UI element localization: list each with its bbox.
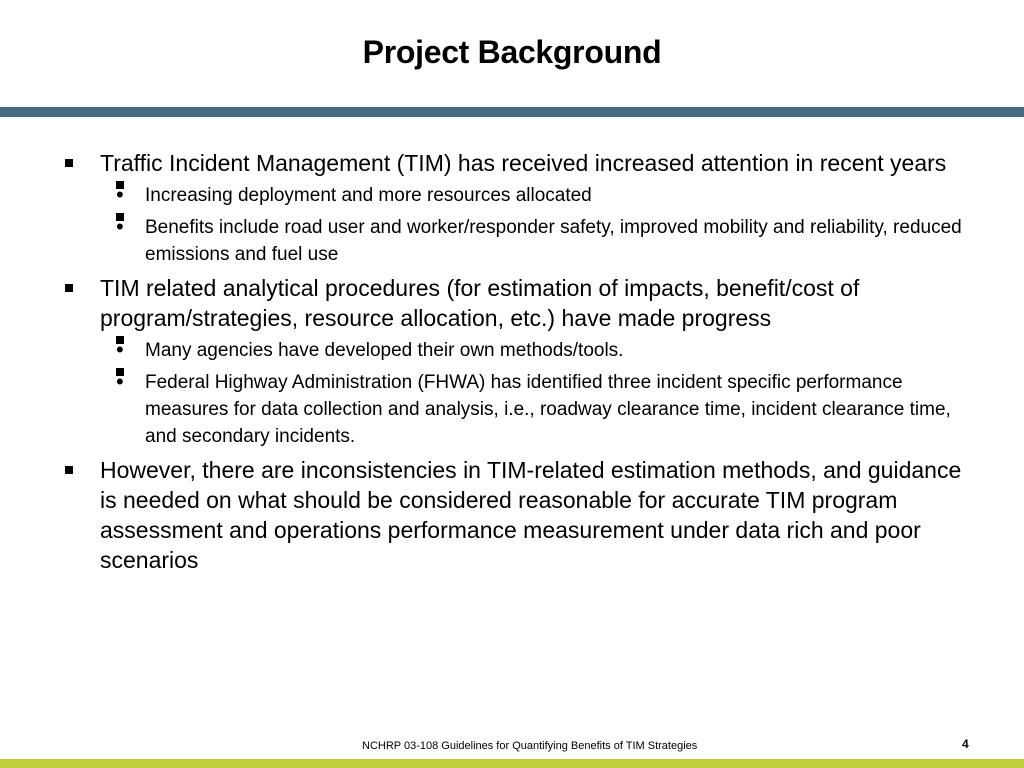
slide-title: Project Background (362, 34, 662, 70)
page-number: 4 (962, 737, 969, 751)
bullet-item (62, 148, 972, 268)
sub-bullet-item (100, 182, 972, 209)
bullet-text: Traffic Incident Management (TIM) has received increased attention in recent years (100, 150, 947, 176)
sub-bullet-text: Federal Highway Administration (FHWA) has identified three incident specific performance measures for data collection and analysis, i.e., roadway clearance time, incident clearance time, and secondary incidents. (145, 372, 951, 447)
sub-bullet-text: Many agencies have developed their own methods/tools. (145, 340, 624, 361)
bullet-list (62, 148, 972, 579)
sub-bullet-list (100, 337, 972, 450)
dot-bullet-icon: • (116, 214, 124, 239)
square-bullet-icon (65, 284, 73, 292)
sub-bullet-item (100, 214, 972, 268)
bullet-item (62, 455, 972, 575)
sub-bullet-item (100, 369, 972, 450)
sub-bullet-list (100, 182, 972, 268)
dot-bullet-icon: • (116, 369, 124, 394)
dot-bullet-icon: • (116, 337, 124, 362)
bullet-item (62, 273, 972, 450)
sub-bullet-text: Benefits include road user and worker/responder safety, improved mobility and reliability, reduced emissions and fuel use (145, 217, 962, 265)
footer-caption: NCHRP 03-108 Guidelines for Quantifying Benefits of TIM Strategies (362, 740, 698, 752)
square-bullet-icon (65, 466, 73, 474)
title-divider (0, 107, 1024, 117)
sub-bullet-text: Increasing deployment and more resources allocated (145, 185, 592, 206)
dot-bullet-icon: • (116, 182, 124, 207)
bullet-text: However, there are inconsistencies in TIM-related estimation methods, and guidance is needed on what should be considered reasonable for accurate TIM program assessment and operations performance measurement under data rich and poor scenarios (100, 457, 962, 573)
footer-bar (0, 759, 1024, 768)
bullet-text: TIM related analytical procedures (for estimation of impacts, benefit/cost of program/strategies, resource allocation, etc.) have made progress (100, 275, 860, 331)
sub-bullet-item (100, 337, 972, 364)
square-bullet-icon (65, 159, 73, 167)
